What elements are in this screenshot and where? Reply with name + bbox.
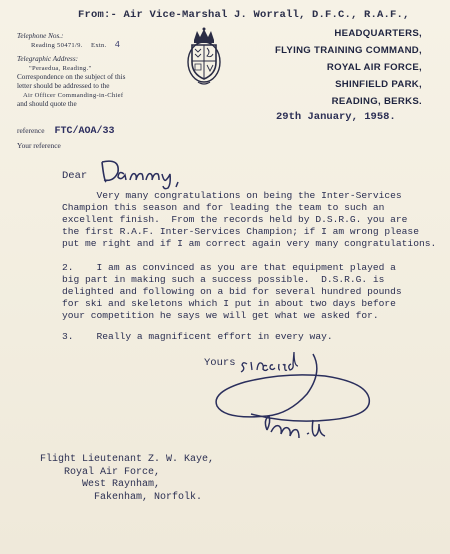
correspondence-line-2: letter should be addressed to the xyxy=(17,82,110,90)
reference-value: FTC/AOA/33 xyxy=(54,126,115,137)
your-reference-label: Your reference xyxy=(17,141,61,150)
hq-line-1: HEADQUARTERS, xyxy=(334,28,422,39)
extension-label: Extn. xyxy=(91,42,107,49)
handwritten-signature xyxy=(205,350,415,450)
hq-line-3: ROYAL AIR FORCE, xyxy=(326,62,422,73)
reference-label: reference xyxy=(17,126,45,135)
salutation-dear: Dear xyxy=(62,170,88,182)
extension xyxy=(91,41,120,50)
recipient-address: Flight Lieutenant Z. W. Kaye, Royal Air Force, West Raynham, Fakenham, Norfolk. xyxy=(40,454,215,503)
handwritten-salutation-name xyxy=(98,150,193,190)
hq-line-4: SHINFIELD PARK, xyxy=(335,79,422,90)
extension-value: 4 xyxy=(114,40,121,50)
correspondence-line-1: Correspondence on the subject of this xyxy=(17,73,126,81)
royal-crest-icon xyxy=(180,26,228,88)
reference-row xyxy=(17,126,115,137)
telegraphic-label: Telegraphic Address: xyxy=(17,55,79,63)
hq-line-2: FLYING TRAINING COMMAND, xyxy=(274,45,422,56)
letter-date: 29th January, 1958. xyxy=(276,111,396,123)
body-paragraph-2: 2. I am as convinced as you are that equipment played a big part in making such a success possible. D.S.R.G. is delighted and following on a bid for several hundred pounds for ski and skeletons which I put in about two days before your competition he says we will get what we asked for. xyxy=(62,262,402,321)
letterhead-left-block xyxy=(17,32,177,109)
body-paragraph-3: 3. Really a magnificent effort in every way. xyxy=(62,331,333,342)
telephone-label: Telephone Nos.: xyxy=(17,32,64,40)
telegraphic-address: "Peraedua, Reading." xyxy=(29,65,92,72)
closing-yours: Yours xyxy=(204,357,236,369)
headquarters-address xyxy=(275,25,422,110)
hq-line-5: READING, BERKS. xyxy=(331,96,422,107)
correspondence-line-4: and should quote the xyxy=(17,100,77,108)
sender-line: From:- Air Vice-Marshal J. Worrall, D.F.C., R.A.F., xyxy=(78,9,410,21)
body-paragraph-1: Very many congratulations on being the Inter-Services Champion this season and for leading the team to such an excellent finish. From the records held by D.S.R.G. you are the first R.A.F. Inter-Services Champion; if I am wrong please put me right and if I am correct again very many congratulations. xyxy=(62,190,437,249)
telephone-number: Reading 50471/9. xyxy=(31,42,83,49)
correspondence-line-3: Air Officer Commanding-in-Chief xyxy=(23,92,124,99)
